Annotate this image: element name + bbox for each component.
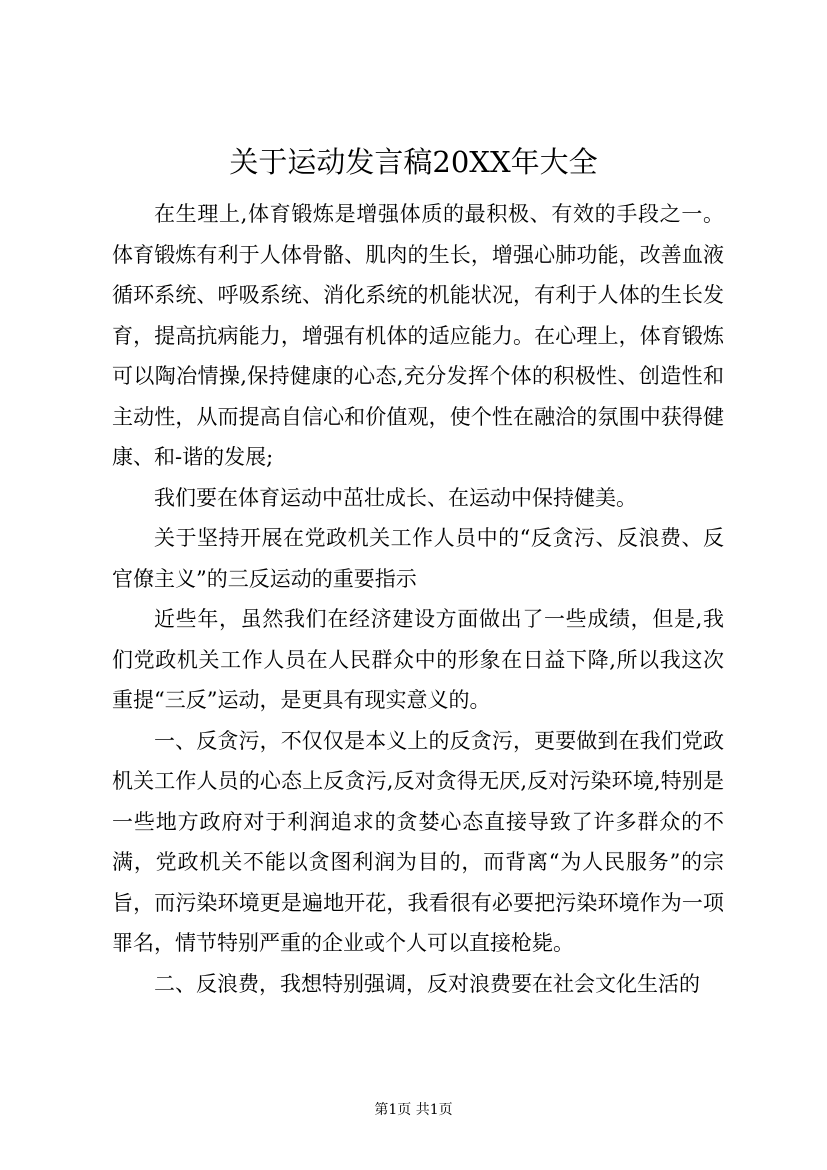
page-number-footer: 第1页 共1页 xyxy=(374,1102,453,1118)
paragraph: 二、反浪费，我想特别强调，反对浪费要在社会文化生活的 xyxy=(154,971,700,996)
paragraph: 关于坚持开展在党政机关工作人员中的“反贪污、反浪费、反官僚主义”的三反运动的重要指示 xyxy=(112,526,724,591)
paragraph: 近些年，虽然我们在经济建设方面做出了一些成绩，但是,我们党政机关工作人员在人民群众中的形象在日益下降,所以我这次重提“三反”运动，是更具有现实意义的。 xyxy=(112,607,724,712)
paragraph: 在生理上,体育锻炼是增强体质的最积极、有效的手段之一。体育锻炼有利于人体骨骼、肌肉的生长，增强心肺功能，改善血液循环系统、呼吸系统、消化系统的机能状况，有利于人体的生长发育，提高抗病能力，增强有机体的适应能力。在心理上，体育锻炼可以陶冶情操,保持健康的心态,充分发挥个体的积极性、创造性和主动性，从而提高自信心和价值观，使个性在融洽的氛围中获得健康、和-谐的发展; xyxy=(112,202,724,469)
page-title: 关于运动发言稿20XX年大全 xyxy=(229,145,598,179)
document-body xyxy=(112,194,724,1004)
paragraph: 我们要在体育运动中茁壮成长、在运动中保持健美。 xyxy=(154,485,637,510)
paragraph: 一、反贪污，不仅仅是本义上的反贪污，更要做到在我们党政机关工作人员的心态上反贪污,反对贪得无厌,反对污染环境,特别是一些地方政府对于利润追求的贪婪心态直接导致了许多群众的不满，党政机关不能以贪图利润为目的，而背离“为人民服务”的宗旨，而污染环境更是遍地开花，我看很有必要把污染环境作为一项罪名，情节特别严重的企业或个人可以直接枪毙。 xyxy=(112,728,724,955)
